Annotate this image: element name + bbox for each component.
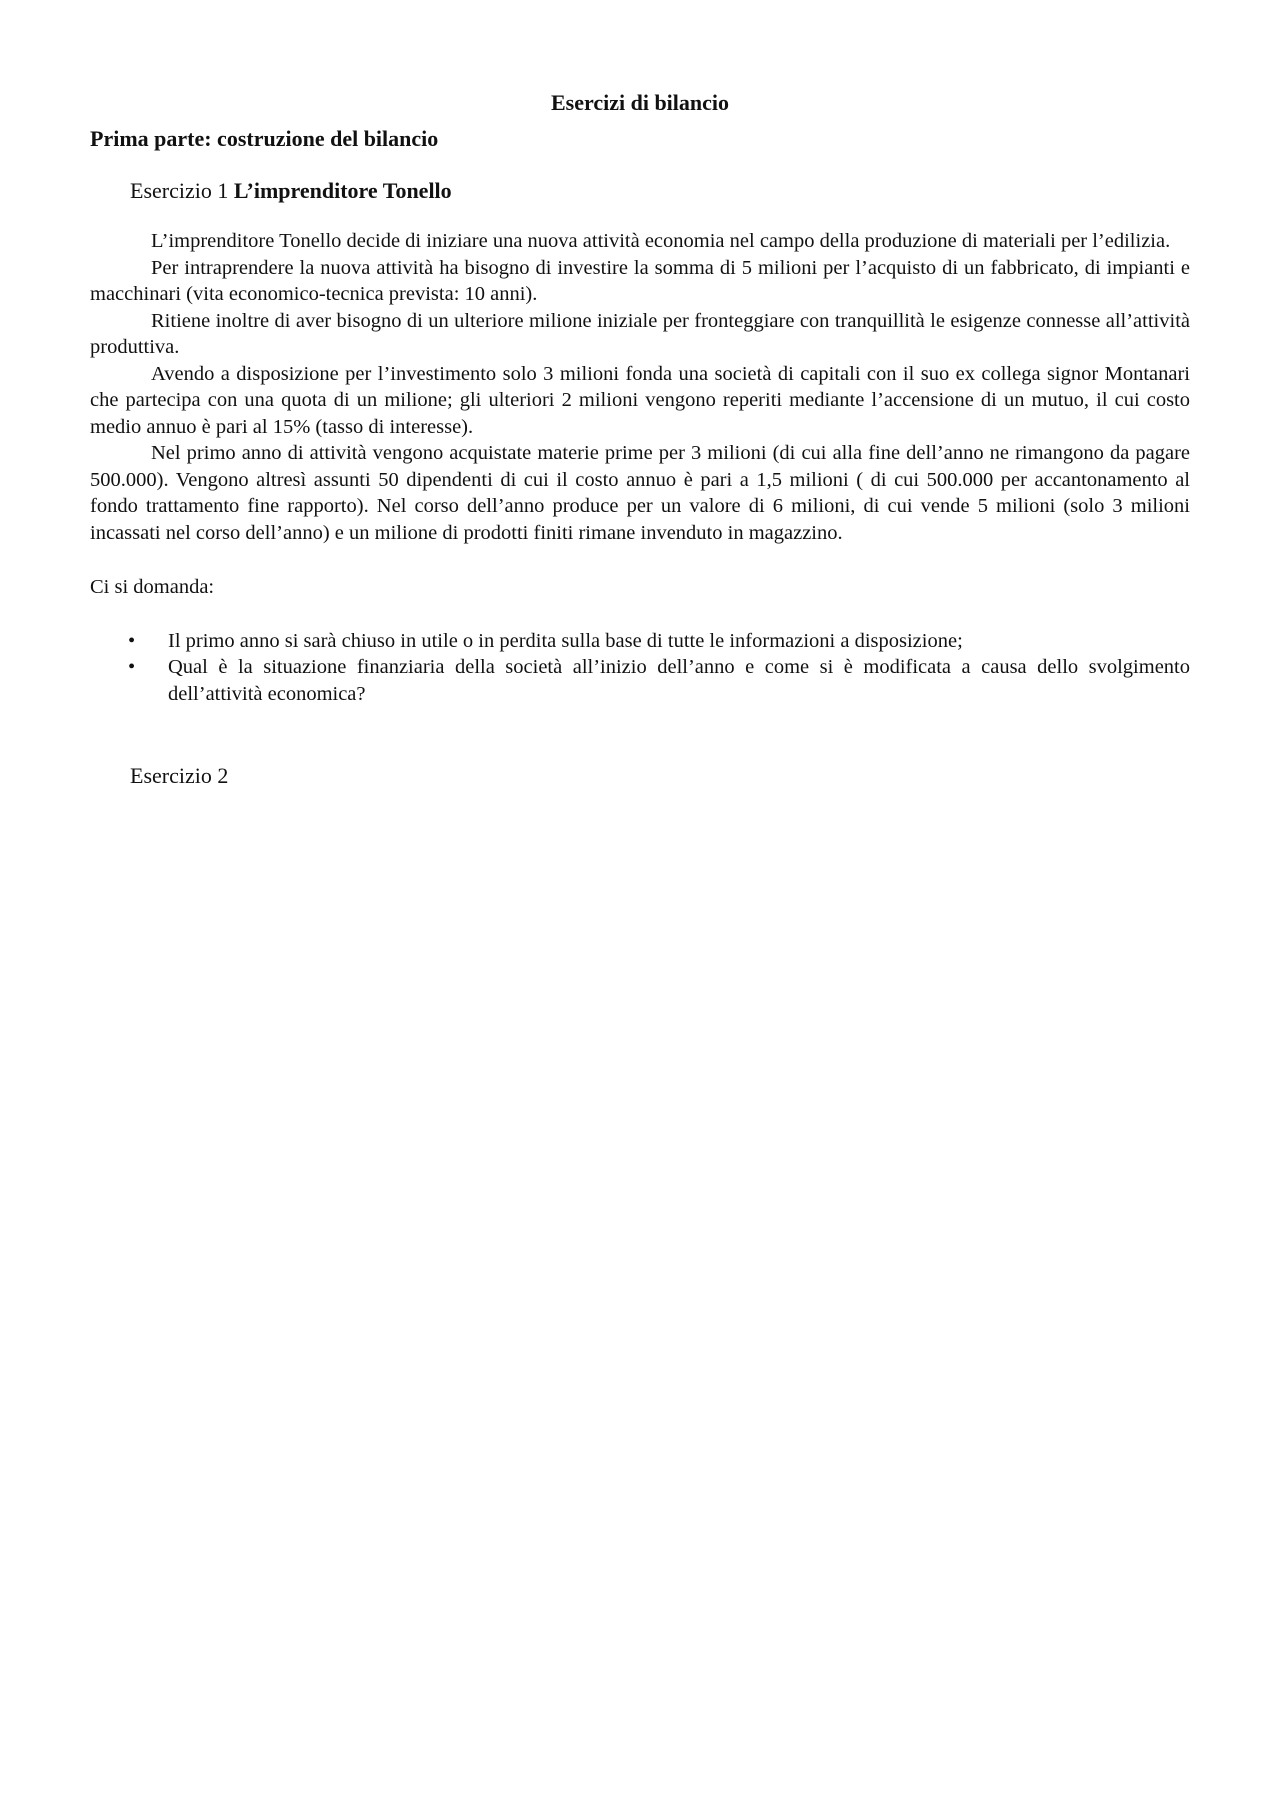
question-lead: Ci si domanda: (90, 576, 215, 598)
paragraph-5: Nel primo anno di attività vengono acquistate materie prime per 3 milioni (di cui alla fine dell’anno ne rimangono da pagare 500.000). Vengono altresì assunti 50 dipendenti di cui il costo annuo è pari a 1,5 milioni ( di cui 500.000 per accantonamento al fondo trattamento fine rapporto). Nel corso dell’anno produce per un valore di 6 milioni, di cui vende 5 milioni (solo 3 milioni incassati nel corso dell’anno) e un milione di prodotti finiti rimane invenduto in magazzino. (90, 442, 1190, 544)
exercise-1-label: Esercizio 1 (130, 178, 229, 203)
question-item-1 (90, 628, 1190, 655)
exercise-1-name: L’imprenditore Tonello (233, 178, 452, 203)
exercise-2-heading: Esercizio 2 (130, 763, 229, 788)
paragraph-2: Per intraprendere la nuova attività ha bisogno di investire la somma di 5 milioni per l’acquisto di un fabbricato, di impianti e macchinari (vita economico-tecnica prevista: 10 anni). (90, 256, 1190, 305)
part-heading: Prima parte: costruzione del bilancio (90, 126, 439, 151)
question-text-1: Il primo anno si sarà chiuso in utile o in perdita sulla base di tutte le informazioni a disposizione; (168, 629, 963, 652)
paragraph-1: L’imprenditore Tonello decide di iniziare una nuova attività economia nel campo della produzione di materiali per l’edilizia. (151, 230, 1171, 252)
question-item-2 (90, 654, 1190, 707)
question-text-2: Qual è la situazione finanziaria della società all’inizio dell’anno e come si è modificata a causa dello svolgimento dell’attività economica? (168, 656, 1190, 705)
document-title: Esercizi di bilancio (550, 90, 730, 115)
question-list (90, 628, 1190, 708)
paragraph-3: Ritiene inoltre di aver bisogno di un ulteriore milione iniziale per fronteggiare con tranquillità le esigenze connesse all’attività produttiva. (90, 309, 1190, 358)
paragraph-4: Avendo a disposizione per l’investimento solo 3 milioni fonda una società di capitali con il suo ex collega signor Montanari che partecipa con una quota di un milione; gli ulteriori 2 milioni vengono reperiti mediante l’accensione di un mutuo, il cui costo medio annuo è pari al 15% (tasso di interesse). (90, 362, 1190, 438)
exercise-1-heading (130, 176, 1190, 206)
document-content (90, 88, 1190, 791)
bullet-icon: • (128, 629, 136, 652)
bullet-icon: • (128, 656, 136, 678)
